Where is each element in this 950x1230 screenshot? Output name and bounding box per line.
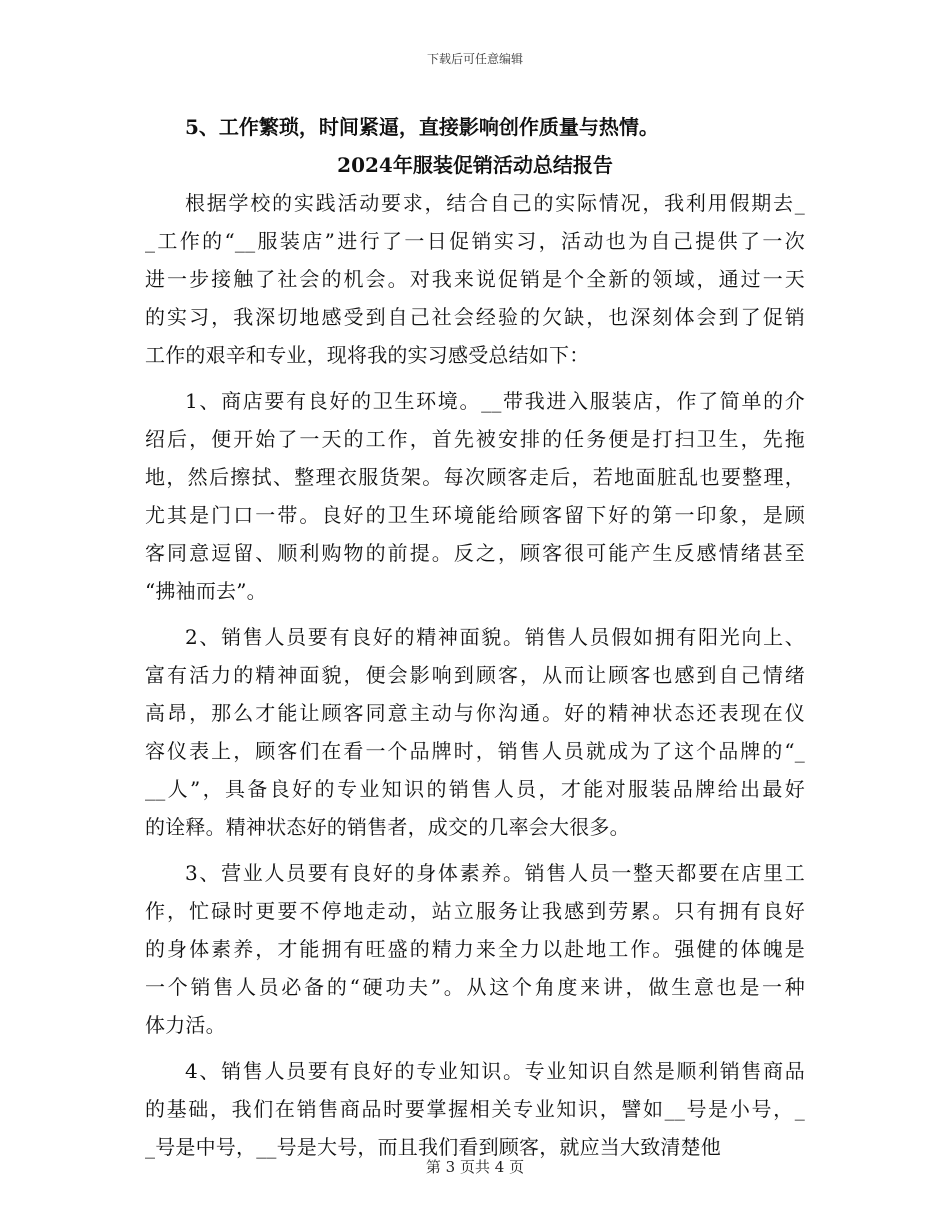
header-note: 下载后可任意编辑 — [426, 52, 523, 66]
text-line: 尤其是门口一带。良好的卫生环境能给顾客留下好的第一印象，是顾 — [145, 503, 805, 527]
text-line: 1、商店要有良好的卫生环境。__带我进入服装店，作了简单的介 — [185, 389, 805, 413]
text-line: 的身体素养，才能拥有旺盛的精力来全力以赴地工作。强健的体魄是 — [145, 937, 805, 961]
text-line: 根据学校的实践活动要求，结合自己的实际情况，我利用假期去_ — [185, 191, 805, 215]
text-line: 4、销售人员要有良好的专业知识。专业知识自然是顺利销售商品 — [185, 1059, 805, 1083]
text-line: 的诠释。精神状态好的销售者，成交的几率会大很多。 — [145, 815, 630, 839]
text-line: 体力活。 — [145, 1013, 226, 1037]
paragraph-spirit — [145, 618, 805, 846]
text-line: 工作的艰辛和专业，现将我的实习感受总结如下： — [145, 343, 590, 367]
text-line: 一个销售人员必备的“硬功夫”。从这个角度来讲，做生意也是一种 — [145, 975, 805, 999]
text-line: __人”，具备良好的专业知识的销售人员，才能对服装品牌给出最好 — [145, 777, 805, 801]
text-line: 2、销售人员要有良好的精神面貌。销售人员假如拥有阳光向上、 — [185, 625, 805, 649]
text-line: 容仪表上，顾客们在看一个品牌时，销售人员就成为了这个品牌的“_ — [145, 739, 805, 763]
page-number: 第 3 页共 4 页 — [425, 1158, 525, 1176]
text-line: 作，忙碌时更要不停地走动，站立服务让我感到劳累。只有拥有良好 — [145, 899, 805, 923]
text-line: 绍后，便开始了一天的工作，首先被安排的任务便是打扫卫生，先拖 — [145, 427, 805, 451]
section-heading: 5、工作繁琐，时间紧逼，直接影响创作质量与热情。 — [185, 115, 659, 139]
text-line: _号是中号，__号是大号，而且我们看到顾客，就应当大致清楚他 — [145, 1135, 721, 1159]
text-line: 进一步接触了社会的机会。对我来说促销是个全新的领域，通过一天 — [145, 267, 805, 291]
document-body — [145, 108, 805, 1166]
text-line: 富有活力的精神面貌，便会影响到顾客，从而让顾客也感到自己情绪 — [145, 663, 805, 687]
paragraph-intro — [145, 184, 805, 374]
text-line: 高昂，那么才能让顾客同意主动与你沟通。好的精神状态还表现在仪 — [145, 701, 805, 725]
text-line: 地，然后擦拭、整理衣服货架。每次顾客走后，若地面脏乱也要整理， — [145, 465, 805, 489]
text-line: _工作的“__服装店”进行了一日促销实习，活动也为自己提供了一次 — [145, 229, 805, 253]
paragraph-knowledge — [145, 1052, 805, 1166]
text-line: 的实习，我深切地感受到自己社会经验的欠缺，也深刻体会到了促销 — [145, 305, 805, 329]
text-line: 3、营业人员要有良好的身体素养。销售人员一整天都要在店里工 — [185, 861, 805, 885]
text-line: 的基础，我们在销售商品时要掌握相关专业知识，譬如__号是小号，_ — [145, 1097, 805, 1121]
paragraph-hygiene — [145, 382, 805, 610]
paragraph-fitness — [145, 854, 805, 1044]
text-line: 客同意逗留、顺利购物的前提。反之，顾客很可能产生反感情绪甚至 — [145, 541, 805, 565]
text-line: “拂袖而去”。 — [145, 579, 267, 603]
document-title: 2024年服装促销活动总结报告 — [337, 153, 613, 177]
